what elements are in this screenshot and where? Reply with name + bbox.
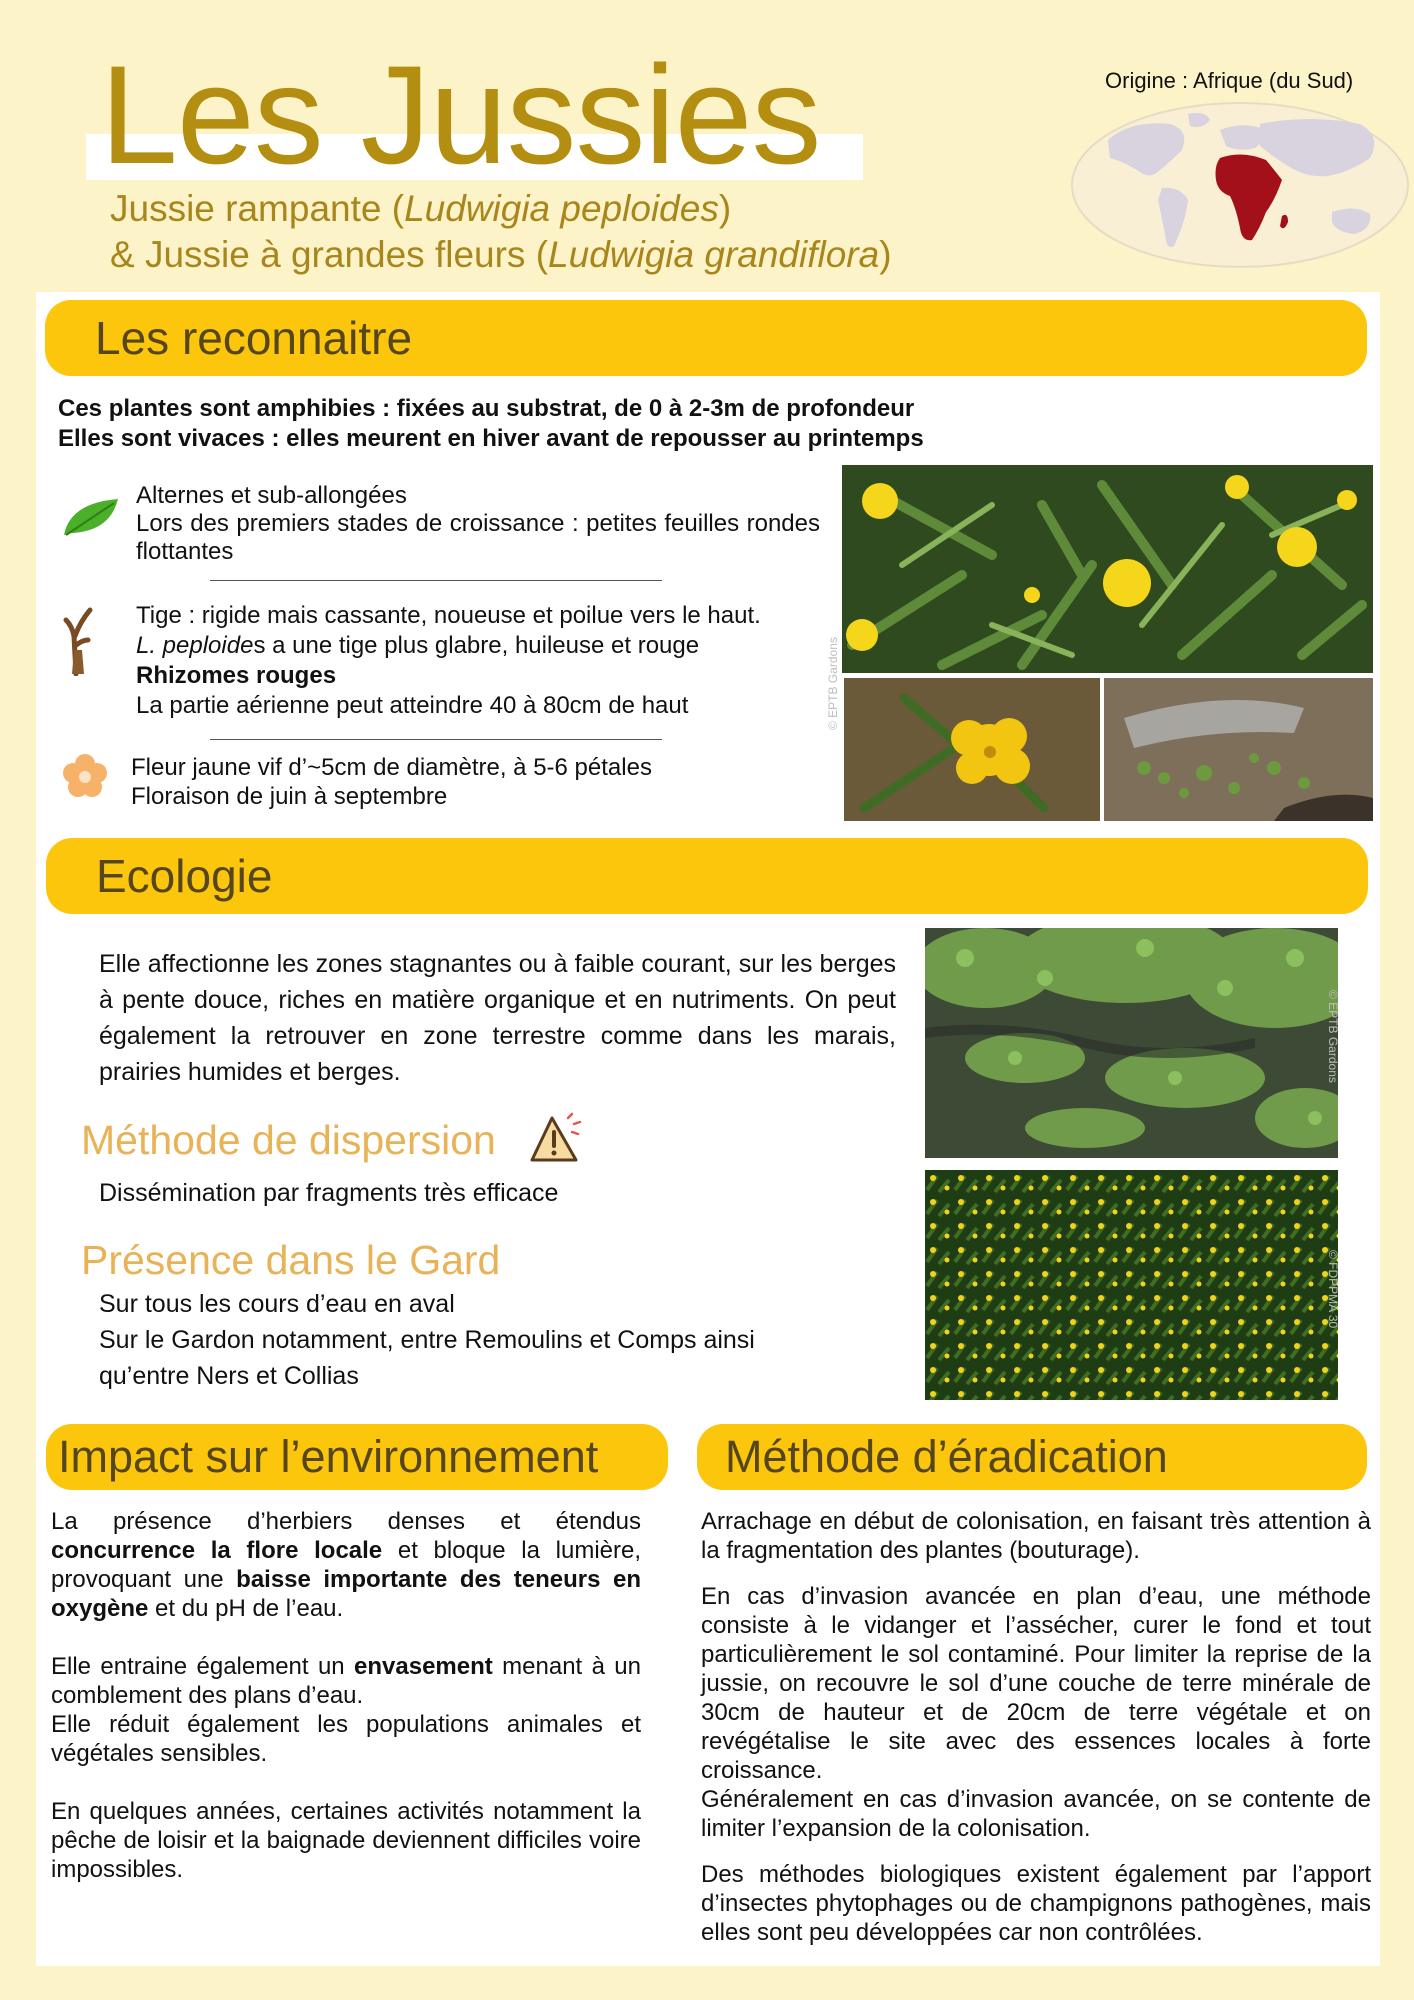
photo-jussie-leaves-flowers bbox=[842, 465, 1373, 673]
presence-text: Sur tous les cours d’eau en aval Sur le Gardon notamment, entre Remoulins et Comps ainsi qu’entre Ners et Collias bbox=[99, 1290, 755, 1390]
stem-icon bbox=[62, 606, 98, 676]
subtitle-line-2: & Jussie à grandes fleurs (Ludwigia grandiflora) bbox=[110, 234, 892, 275]
subtitle-line-1: Jussie rampante (Ludwigia peploides) bbox=[110, 188, 732, 229]
photo-jussie-flower-closeup bbox=[844, 678, 1100, 821]
divider bbox=[210, 580, 662, 581]
world-map bbox=[1070, 100, 1410, 270]
photo-jussie-flowering-field bbox=[925, 1170, 1338, 1400]
section-header-ecology: Ecologie bbox=[46, 838, 1368, 914]
impact-text: La présence d’herbiers denses et étendus concurrence la flore locale et bloque la lumière, provoquant une baisse importante des teneurs en oxygène et du pH de l’eau. Elle entraine également un envasement menant à un comblement des plans d’eau. Elle réduit également les populations animales et végétales sensibles. En quelques années, certaines activités notamment la pêche de loisir et la baignade deviennent difficiles voire impossibles. bbox=[51, 1508, 642, 1883]
section-header-eradication: Méthode d’éradication bbox=[697, 1424, 1367, 1490]
origin-label: Origine : Afrique (du Sud) bbox=[1105, 68, 1354, 93]
warning-icon bbox=[528, 1110, 588, 1166]
dispersion-text: Dissémination par fragments très efficace bbox=[99, 1179, 559, 1207]
leaf-icon bbox=[62, 497, 120, 539]
section-header-impact: Impact sur l’environnement bbox=[46, 1424, 668, 1490]
flower-description: Fleur jaune vif d’~5cm de diamètre, à 5-6 pétales Floraison de juin à septembre bbox=[131, 754, 652, 810]
page-title: Les Jussies bbox=[100, 36, 821, 193]
photo-jussie-water-mat bbox=[925, 928, 1338, 1158]
flower-icon bbox=[62, 753, 108, 799]
photo-credit: © FDPPMA 30 bbox=[1326, 1250, 1340, 1329]
eradication-text: Arrachage en début de colonisation, en faisant très attention à la fragmentation des plantes (bouturage). En cas d’invasion avancée en plan d’eau, une méthode consiste à le vidanger et l’assécher, curer le fond et tout particulièrement le sol contaminé. Pour limiter la reprise de la jussie, on recouvre le sol d’une couche de terre minérale de 30cm de hauteur et de 20cm de terre végétale et on revégétalise le site avec des essences locales à forte croissance. Généralement en cas d’invasion avancée, on se contente de limiter l’expansion de la colonisation. Des méthodes biologiques existent également par l’apport d’insectes phytophages ou de champignons pathogènes, mais elles sont peu développées car non contrôlées. bbox=[701, 1508, 1371, 1946]
photo-credit: © EPTB Gardons bbox=[1326, 990, 1340, 1083]
recognize-intro: Ces plantes sont amphibies : fixées au substrat, de 0 à 2-3m de profondeur Elles sont vivaces : elles meurent en hiver avant de repousser au printemps bbox=[58, 395, 924, 452]
page-subtitle bbox=[110, 186, 892, 278]
divider bbox=[210, 739, 662, 740]
section-header-recognize: Les reconnaitre bbox=[45, 300, 1367, 376]
photo-jussie-floating-leaves bbox=[1104, 678, 1373, 821]
dispersion-heading: Méthode de dispersion bbox=[81, 1117, 496, 1163]
stem-description: Tige : rigide mais cassante, noueuse et poilue vers le haut. L. peploides a une tige plus glabre, huileuse et rouge Rhizomes rouges La partie aérienne peut atteindre 40 à 80cm de haut bbox=[136, 602, 761, 719]
ecology-paragraph: Elle affectionne les zones stagnantes ou à faible courant, sur les berges à pente douce, riches en matière organique et en nutriments. On peut également la retrouver en zone terrestre comme dans les marais, prairies humides et berges. bbox=[99, 950, 896, 1086]
presence-heading: Présence dans le Gard bbox=[81, 1237, 501, 1283]
leaf-description: Alternes et sub-allongées Lors des premiers stades de croissance : petites feuilles rondes flottantes bbox=[136, 482, 820, 565]
photo-credit: © EPTB Gardons bbox=[826, 637, 840, 730]
